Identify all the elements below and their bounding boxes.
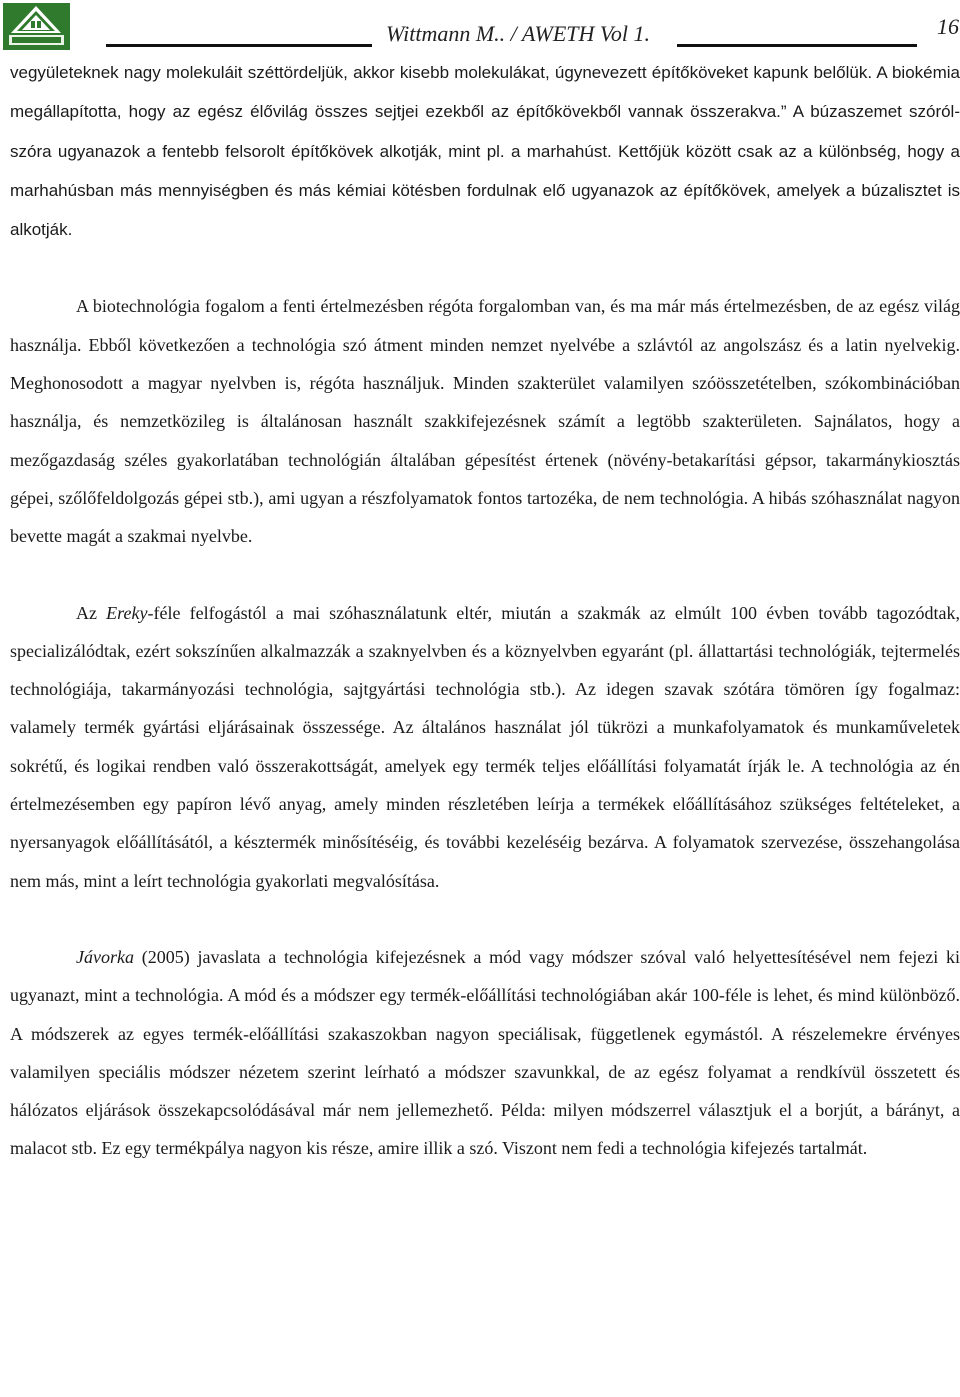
header-rule-left	[106, 44, 372, 47]
running-title: Wittmann M.. / AWETH Vol 1.	[386, 21, 650, 46]
paragraph	[10, 287, 960, 555]
journal-logo-icon	[3, 3, 70, 50]
page-number: 16	[937, 14, 959, 39]
paragraph	[10, 594, 960, 900]
paragraph-text: A biotechnológia fogalom a fenti értelmezésben régóta forgalomban van, és ma már más értelmezésben, de az egész világ használja. Ebből következően a technológia szó átment minden nemzet nyelvébe a szlávtól az angolszász és a latin nyelvekig. Meghonosodott a magyar nyelvben is, régóta használjuk. Minden szakterület valamilyen szóösszetételben, szókombinációban használja, és nemzetközileg is általánosan használt szakkifejezésnek számít a legtöbb szakterületen. Sajnálatos, hogy a mezőgazdaság széles gyakorlatában technológián általában gépesítést értenek (növény-betakarítási gépsor, takarmánykiosztás gépei, szőlőfeldolgozás gépei stb.), ami ugyan a részfolyamatok fontos tartozéka, de nem technológia. A hibás szóhasználat nagyon bevette magát a szakmai nyelvbe.	[10, 296, 960, 547]
paragraph	[10, 53, 960, 249]
journal-logo	[3, 3, 70, 50]
paragraph-text: -féle felfogástól a mai szóhasználatunk eltér, miután a szakmák az elmúlt 100 évben tovább tagozódtak, specializálódtak, ezért sokszínűen alkalmazzák a szaknyelvben és a köznyelvben egyaránt (pl. állattartási technológiák, tejtermelés technológiája, takarmányozási technológia, sajtgyártási technológia stb.). Az idegen szavak szótára tömören így fogalmaz: valamely termék gyártási eljárásainak összessége. Az általános használat jól tükrözi a munkafolyamatok és munkaműveletek sokrétű, és logikai rendben való összerakottságát, amelyek egy termék teljes előállítási folyamatát írják le. A technológia az én értelmezésemben egy papíron lévő anyag, amely minden részletében leírja a termékek előállításához szükséges feltételeket, a nyersanyagok előállításától, a késztermék minősítéséig, és további kezeléséig bezárva. A folyamatok szervezése, összehangolása nem más, mint a leírt technológia gyakorlati megvalósítása.	[10, 602, 960, 891]
paragraph-text: (2005) javaslata a technológia kifejezésnek a mód vagy módszer szóval való helyettesítésével nem fejezi ki ugyanazt, mint a technológia. A mód és a módszer egy termék-előállítási technológiában akár 100-féle is lehet, és mind különböző. A módszerek az egyes termék-előállítási szakaszokban nagyon speciálisak, függetlenek egymástól. A részelemekre érvényes valamilyen speciális módszer nézetem szerint leírható a módszer szavunkkal, de az egész folyamat a rendkívül összetett és hálózatos eljárások összekapcsolódásával már nem jellemezhető. Példa: milyen módszerrel választjuk el a borjút, a bárányt, a malacot stb. Ez egy termékpálya nagyon kis része, amire illik a szó. Viszont nem fedi a technológia kifejezés tartalmát.	[10, 946, 960, 1159]
page-header	[0, 0, 960, 56]
paragraph	[10, 938, 960, 1168]
author-name: Ereky	[106, 602, 148, 623]
header-rule-right	[677, 44, 917, 47]
paragraph-text: Az	[76, 602, 107, 623]
page-body	[10, 53, 960, 1168]
paragraph-text: vegyületeknek nagy molekuláit széttördeljük, akkor kisebb molekulákat, úgynevezett építőköveket kapunk belőlük. A biokémia megállapította, hogy az egész élővilág összes sejtjei ezekből az építőkövekből vannak összerakva.” A búzaszemet szóról-szóra ugyanazok a fentebb felsorolt építőkövek alkotják, mint pl. a marhahúst.	[10, 63, 960, 161]
author-name: Jávorka	[76, 946, 134, 967]
paragraph-text: Kettőjük között csak az a különbség, hogy a marhahúsban más mennyiségben és más kémiai kötésben fordulnak elő ugyanazok az építőkövek, amelyek a búzalisztet is alkotják.	[10, 141, 960, 240]
